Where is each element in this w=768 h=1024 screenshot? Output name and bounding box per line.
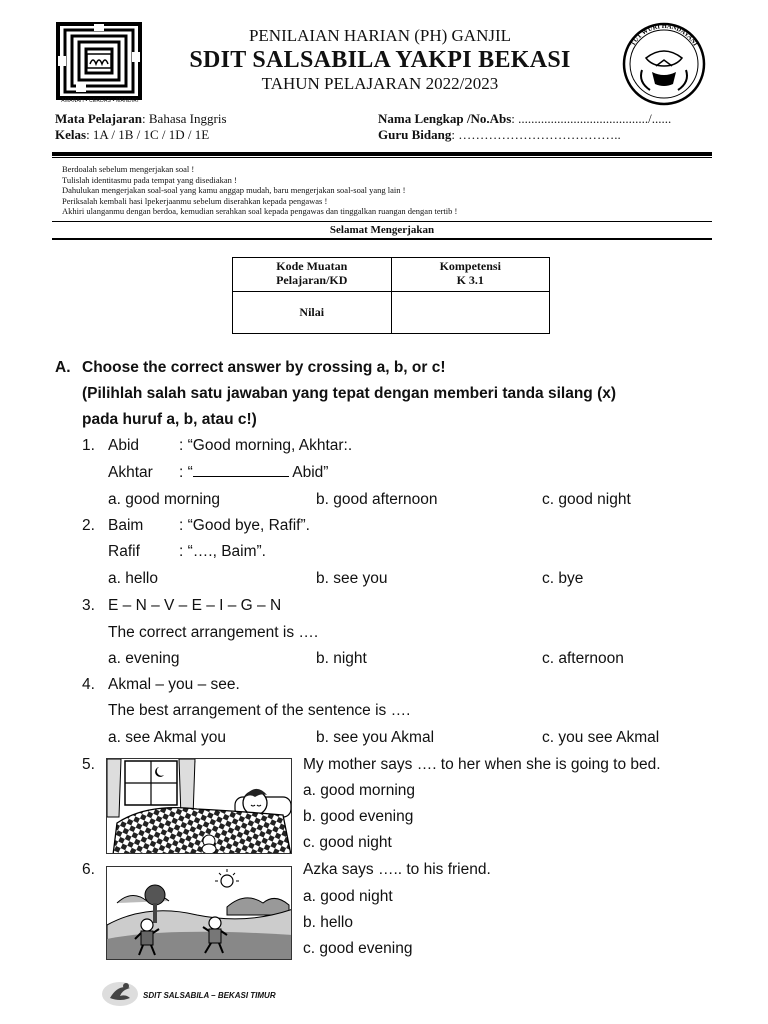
option-b[interactable]: b. good evening [303,808,414,825]
kd-table [232,257,550,334]
option-a[interactable]: a. see Akmal you [108,729,227,746]
dialog-line-blank[interactable] [179,464,328,482]
header-divider-thin [52,157,712,158]
section-a-marker: A. [55,359,71,376]
dialog-line: : “Good morning, Akhtar:. [179,437,353,454]
kd-code-label-2: Pelajaran/KD [276,273,348,287]
name-field[interactable]: : ......................................../...... [511,111,672,126]
subject-label: Mata Pelajaran [55,111,143,126]
friends-playing-illustration [106,866,292,960]
kd-code-label: Kode Muatan [276,259,348,273]
name-label: Nama Lengkap /No.Abs [378,111,512,126]
instruction-item: Tulislah identitasmu pada tempat yang disediakan ! [62,174,237,185]
option-b[interactable]: b. see you Akmal [316,729,435,746]
option-a[interactable]: a. hello [108,570,158,587]
section-a-subtitle: (Pilihlah salah satu jawaban yang tepat dengan memberi tanda silang (x) [82,385,617,402]
greeting-divider [52,238,712,240]
kd-competence-label: Kompetensi [439,259,501,273]
dialog-suffix: Abid” [288,464,329,481]
option-b[interactable]: b. night [316,650,367,667]
question-number: 2. [82,517,95,534]
option-c[interactable]: c. bye [542,570,584,587]
question-number: 5. [82,756,95,773]
kd-competence-cell [391,258,550,292]
dialog-speaker: Rafif [108,543,140,560]
section-a-title: Choose the correct answer by crossing a, b, or c! [82,359,446,376]
class-value: : 1A / 1B / 1C / 1D / 1E [86,127,210,142]
teacher-label: Guru Bidang [378,127,452,142]
option-c[interactable]: c. you see Akmal [542,729,660,746]
svg-text:TUT WURI HANDAYANI: TUT WURI HANDAYANI [629,22,699,48]
footer-text: SDIT SALSABILA – BEKASI TIMUR [143,991,276,1000]
academic-year: TAHUN PELAJARAN 2022/2023 [261,74,499,93]
option-a[interactable]: a. good morning [108,491,221,508]
teacher-row[interactable] [378,127,621,143]
question-stem: My mother says …. to her when she is going to bed. [303,756,661,773]
greeting: Selamat Mengerjakan [329,224,435,236]
option-c[interactable]: c. good night [303,834,392,851]
kd-code-cell [233,258,392,292]
score-value-cell[interactable] [391,292,550,334]
name-row[interactable] [378,111,671,127]
dialog-line: : “…., Baim”. [179,543,266,560]
option-b[interactable]: b. good afternoon [316,491,438,508]
option-c[interactable]: c. good evening [303,940,413,957]
school-name: SDIT SALSABILA YAKPI BEKASI [189,47,571,73]
instruction-item: Dahulukan mengerjakan soal-soal yang kamu anggap mudah, baru mengerjakan soal-soal yang lain ! [62,185,406,195]
option-a[interactable]: a. evening [108,650,180,667]
class-row [55,127,209,143]
instruction-item: Berdoalah sebelum mengerjakan soal ! [62,164,195,174]
question-number: 6. [82,861,95,878]
tut-wuri-handayani-logo [616,22,712,108]
option-a[interactable]: a. good morning [303,782,416,799]
school-motto: AMANAH • CERDAS • MANDIRI [61,98,139,104]
instructions-divider [52,221,712,222]
subject-row [55,111,227,127]
question-prompt: The best arrangement of the sentence is …. [108,702,411,719]
option-b[interactable]: b. hello [303,914,353,931]
option-a[interactable]: a. good night [303,888,393,905]
question-number: 1. [82,437,95,454]
dialog-prefix: : “ [179,464,193,481]
option-c[interactable]: c. good night [542,491,631,508]
question-prompt: The correct arrangement is …. [108,624,319,641]
dialog-line: : “Good bye, Rafif”. [179,517,310,534]
score-label-cell [233,292,392,334]
question-stem: Akmal – you – see. [108,676,240,693]
score-label: Nilai [299,305,325,319]
bedtime-illustration [106,758,292,854]
school-logo [56,22,142,108]
instruction-item: Periksalah kembali hasi lpekerjaanmu sebelum diserahkan kepada pengawas ! [62,195,328,206]
footer-logo [100,978,140,1008]
option-b[interactable]: b. see you [316,570,388,587]
class-label: Kelas [55,127,87,142]
dialog-speaker: Abid [108,437,140,454]
question-stem: E – N – V – E – I – G – N [108,597,282,614]
section-a-subtitle-2: pada huruf a, b, atau c!) [82,411,257,428]
subject-value: : Bahasa Inggris [142,111,227,126]
question-number: 4. [82,676,95,693]
teacher-field[interactable]: : ……………………………….. [451,127,621,142]
option-c[interactable]: c. afternoon [542,650,624,667]
dialog-speaker: Baim [108,517,144,534]
instructions [62,164,457,217]
exam-title: PENILAIAN HARIAN (PH) GANJIL [248,26,512,45]
dialog-speaker: Akhtar [108,464,153,481]
header-divider [52,152,712,156]
instruction-item: Akhiri ulanganmu dengan berdoa, kemudian serahkan soal kepada pengawas dan tinggalkan ruangan dengan tertib ! [62,206,458,216]
question-number: 3. [82,597,95,614]
kd-competence-value: K 3.1 [456,273,484,287]
question-stem: Azka says ….. to his friend. [303,861,491,878]
answer-blank[interactable] [193,465,289,477]
